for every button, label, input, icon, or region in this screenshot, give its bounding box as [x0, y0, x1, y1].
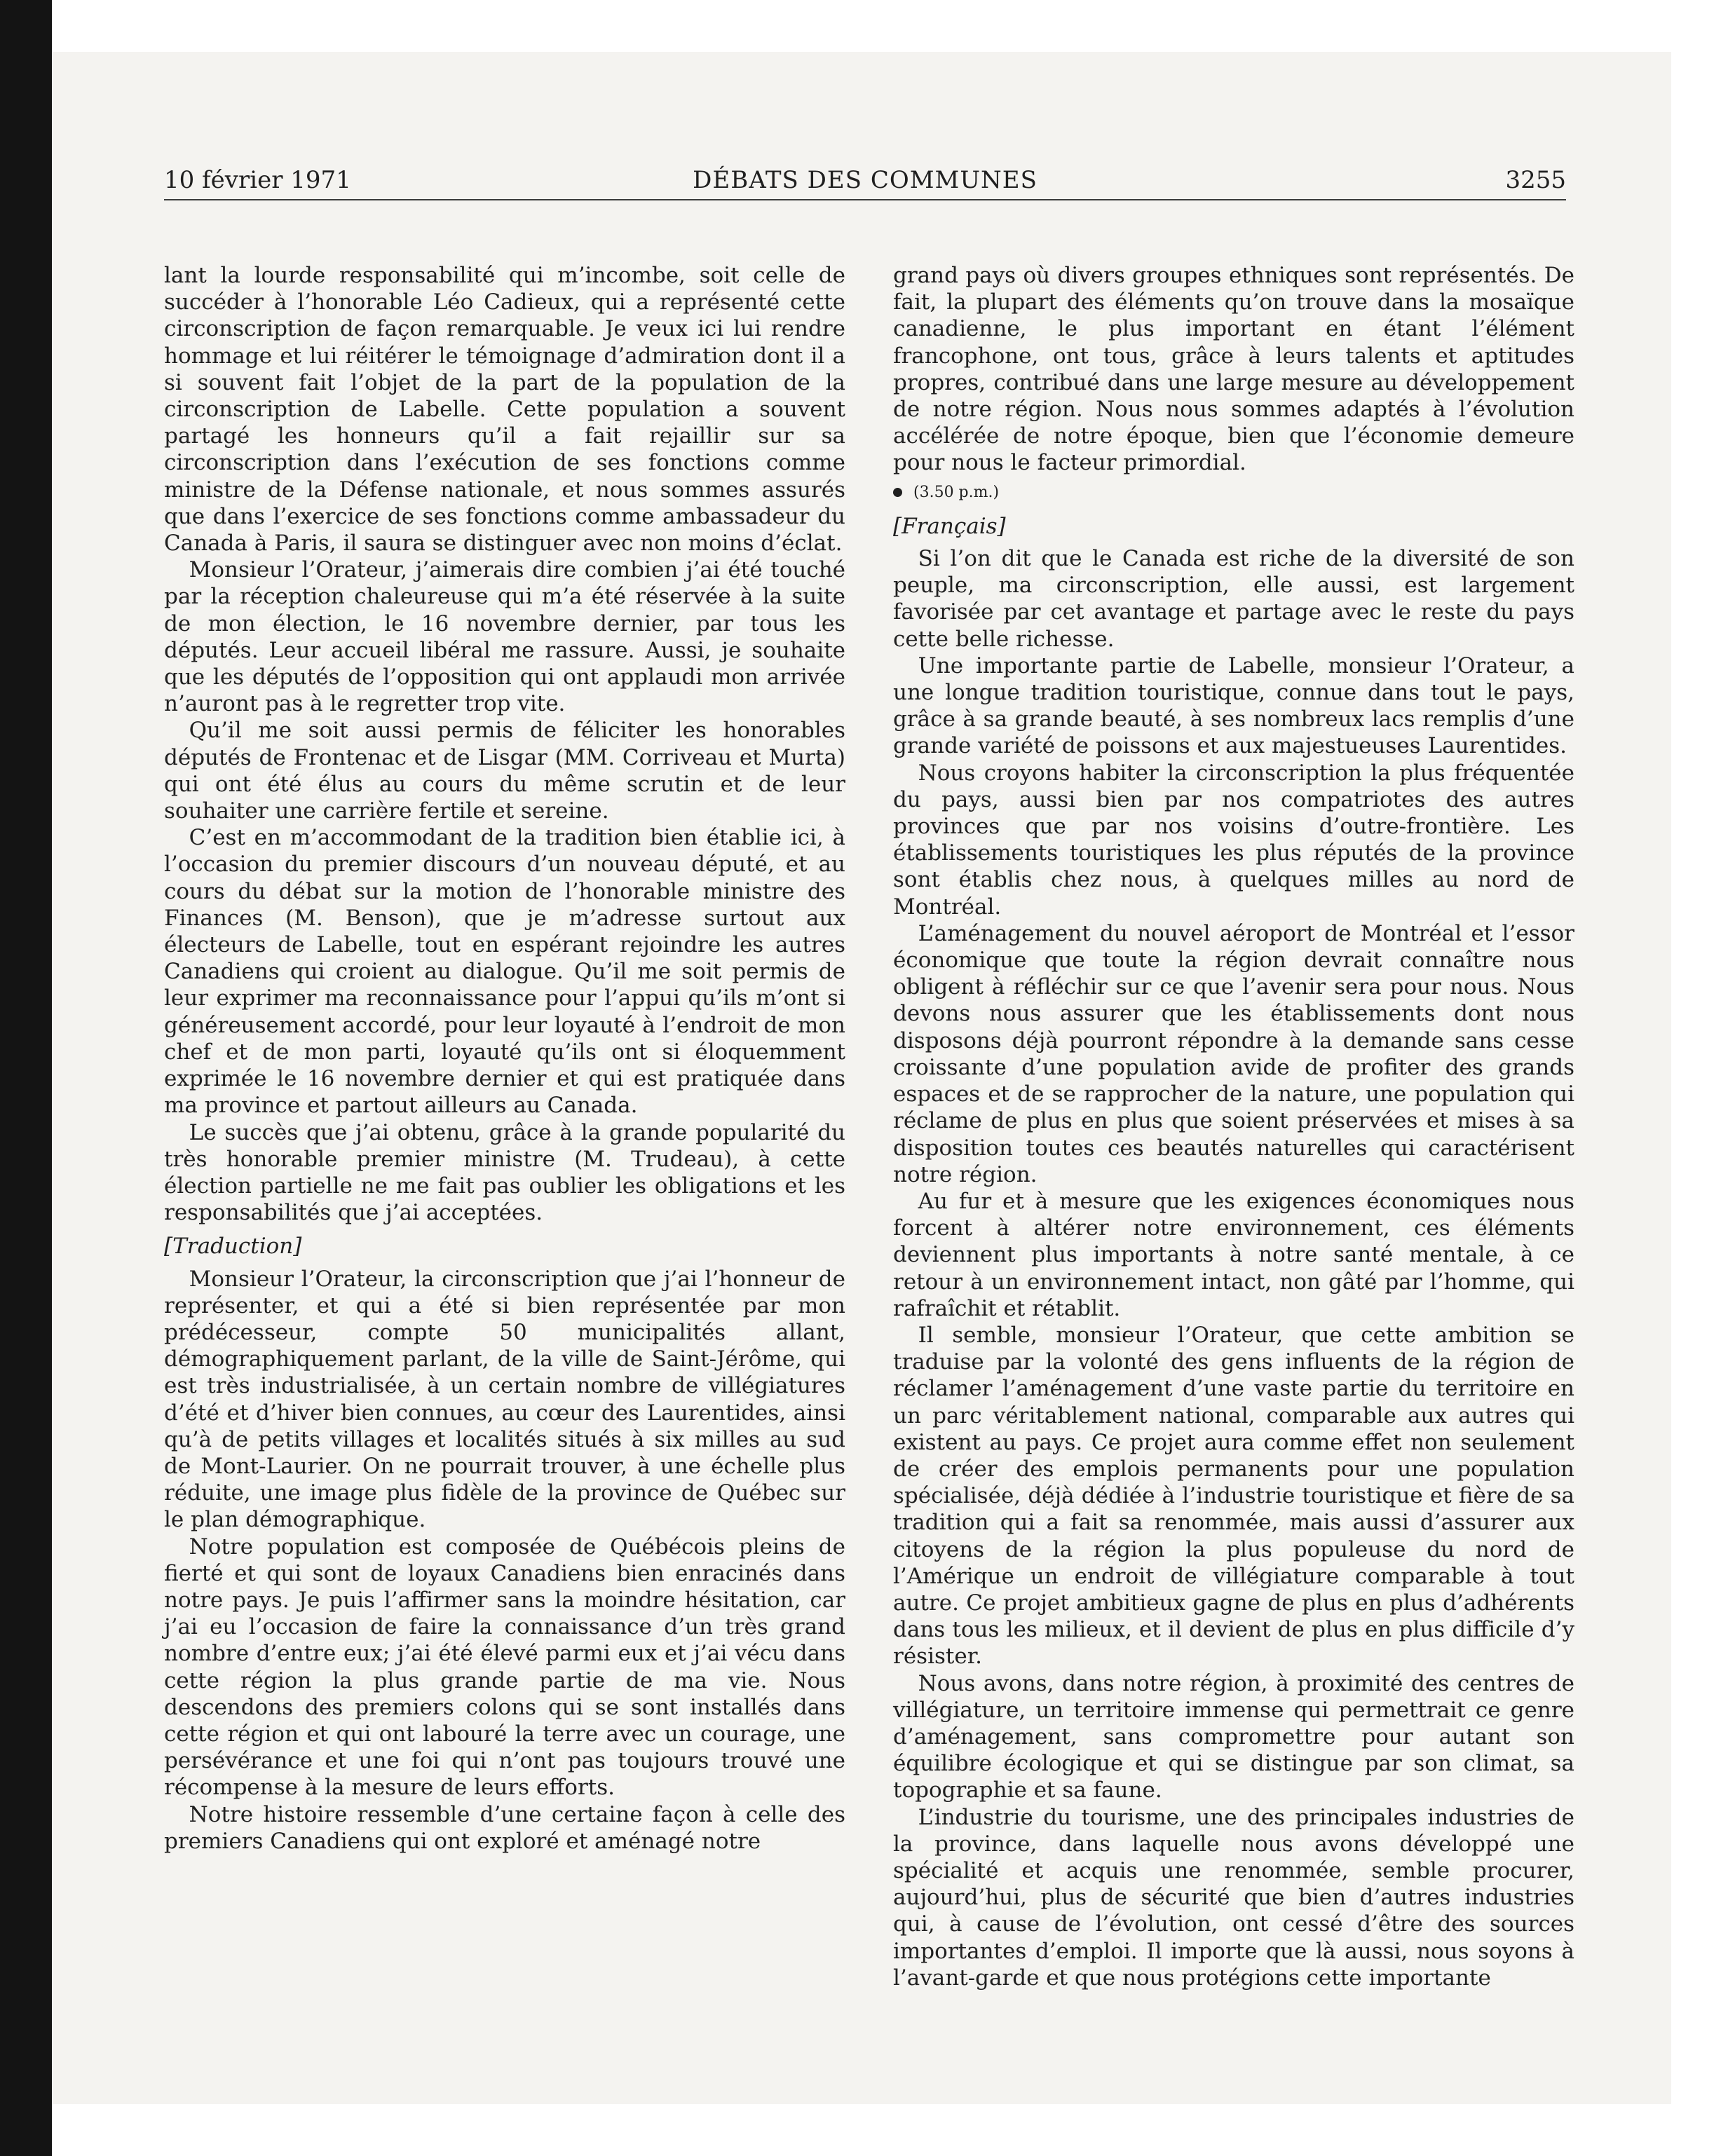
- paragraph: Il semble, monsieur l’Orateur, que cette ambition se traduise par la volonté des gens influents de la région de réclamer l’aménagement d’une vaste partie du territoire en un parc véritablement national, comparable aux autres qui existent au pays. Ce projet aura comme effet non seulement de créer des emplois permanents pour une population spécialisée, déjà dédiée à l’industrie touristique et fière de sa tradition qui a fait sa renommée, mais aussi d’assurer aux citoyens de la région la plus populeuse du nord de l’Amérique un endroit de villégiature comparable à tout autre. Ce projet ambitieux gagne de plus en plus d’adhérents dans tous les milieux, et il devient de plus en plus difficile d’y résister.: [893, 1322, 1574, 1670]
- left-column: [164, 262, 845, 1855]
- paragraph: Au fur et à mesure que les exigences économiques nous forcent à altérer notre environnement, ces éléments deviennent plus importants à notre santé mentale, à ce retour à un environnement intact, non gâté par l’homme, qui rafraîchit et rétablit.: [893, 1188, 1574, 1321]
- paragraph: grand pays où divers groupes ethniques sont représentés. De fait, la plupart des éléments qu’on trouve dans la mosaïque canadienne, le plus important en étant l’élément francophone, ont tous, grâce à leurs talents et aptitudes propres, contribué dans une large mesure au développement de notre région. Nous nous sommes adaptés à l’évolution accélérée de notre époque, bien que l’économie demeure pour nous le facteur primordial.: [893, 263, 1574, 476]
- right-column: [893, 262, 1574, 1991]
- paragraph: Si l’on dit que le Canada est riche de la diversité de son peuple, ma circonscription, elle aussi, est largement favorisée par cet avantage et partage avec le reste du pays cette belle richesse.: [893, 546, 1574, 652]
- paragraph: L’industrie du tourisme, une des principales industries de la province, dans laquelle nous avons développé une spécialité et acquis une renommée, semble procurer, aujourd’hui, plus de sécurité que bien d’autres industries qui, à cause de l’évolution, ont cessé d’être des sources importantes d’emploi. Il importe que là aussi, nous soyons à l’avant-garde et que nous protégions cette importante: [893, 1804, 1574, 1991]
- paragraph: Notre histoire ressemble d’une certaine façon à celle des premiers Canadiens qui ont exploré et aménagé notre: [164, 1801, 845, 1854]
- timestamp: (3.50 p.m.): [913, 483, 1000, 501]
- scan-border: [0, 0, 52, 2156]
- header-title: DÉBATS DES COMMUNES: [693, 166, 1037, 194]
- paragraph: L’aménagement du nouvel aéroport de Montréal et l’essor économique que toute la région devrait connaître nous obligent à réfléchir sur ce que l’avenir sera pour nous. Nous devons nous assurer que les établissements dont nous disposons déjà pourront répondre à la demande sans cesse croissante d’une population avide de profiter des grands espaces et de se rapprocher de la nature, une population qui réclame de plus en plus que soient préservées et mises à sa disposition toutes ces beautés naturelles qui caractérisent notre région.: [893, 920, 1574, 1187]
- timestamp-line: [893, 479, 1574, 506]
- language-tag: [Français]: [893, 513, 1006, 539]
- paragraph: Monsieur l’Orateur, j’aimerais dire combien j’ai été touché par la réception chaleureuse qui m’a été réservée à la suite de mon élection, le 16 novembre dernier, par tous les députés. Leur accueil libéral me rassure. Aussi, je souhaite que les députés de l’opposition qui ont applaudi mon arrivée n’auront pas à le regretter trop vite.: [164, 557, 845, 717]
- paragraph: Qu’il me soit aussi permis de féliciter les honorables députés de Frontenac et de Lisgar (MM. Corriveau et Murta) qui ont été élus au cours du même scrutin et de leur souhaiter une carrière fertile et sereine.: [164, 718, 845, 824]
- paragraph: Notre population est composée de Québécois pleins de fierté et qui sont de loyaux Canadiens bien enracinés dans notre pays. Je puis l’affirmer sans la moindre hésitation, car j’ai eu l’occasion de faire la connaissance d’un très grand nombre d’entre eux; j’ai été élevé parmi eux et j’ai vécu dans cette région la plus grande partie de ma vie. Nous descendons des premiers colons qui se sont installés dans cette région et qui ont labouré la terre avec un courage, une persévérance et une foi qui n’ont pas toujours trouvé une récompense à la mesure de leurs efforts.: [164, 1534, 845, 1801]
- paragraph: lant la lourde responsabilité qui m’incombe, soit celle de succéder à l’honorable Léo Cadieux, qui a représenté cette circonscription de façon remarquable. Je veux ici lui rendre hommage et lui réitérer le témoignage d’admiration dont il a si souvent fait l’objet de la part de la population de la circonscription de Labelle. Cette population a souvent partagé les honneurs qu’il a fait rejaillir sur sa circonscription dans l’exécution de ses fonctions comme ministre de la Défense nationale, et nous sommes assurés que dans l’exercice de ses fonctions comme ambassadeur du Canada à Paris, il saura se distinguer avec non moins d’éclat.: [164, 263, 845, 557]
- paragraph: Une importante partie de Labelle, monsieur l’Orateur, a une longue tradition touristique, connue dans tout le pays, grâce à sa grande beauté, à ses nombreux lacs remplis d’une grande variété de poissons et aux majestueuses Laurentides.: [893, 653, 1574, 759]
- bullet-icon: [893, 488, 902, 497]
- page-header: [164, 163, 1566, 200]
- language-tag: [Traduction]: [164, 1234, 302, 1260]
- page-number: 3255: [1505, 166, 1566, 194]
- paragraph: Nous croyons habiter la circonscription la plus fréquentée du pays, aussi bien par nos compatriotes des autres provinces que par nos voisins d’outre-frontière. Les établissements touristiques les plus réputés de la province sont établis chez nous, à quelques milles au nord de Montréal.: [893, 760, 1574, 920]
- paragraph: Le succès que j’ai obtenu, grâce à la grande popularité du très honorable premier ministre (M. Trudeau), à cette élection partielle ne me fait pas oublier les obligations et les responsabilités que j’ai acceptées.: [164, 1119, 845, 1226]
- paragraph: C’est en m’accommodant de la tradition bien établie ici, à l’occasion du premier discours d’un nouveau député, et au cours du débat sur la motion de l’honorable ministre des Finances (M. Benson), que je m’adresse surtout aux électeurs de Labelle, tout en espérant rejoindre les autres Canadiens qui croient au dialogue. Qu’il me soit permis de leur exprimer ma reconnaissance pour l’appui qu’ils m’ont si généreusement accordé, pour leur loyauté à l’endroit de mon chef et de mon parti, loyauté qu’ils ont si éloquemment exprimée le 16 novembre dernier et qui est pratiquée dans ma province et partout ailleurs au Canada.: [164, 825, 845, 1119]
- paragraph: Monsieur l’Orateur, la circonscription que j’ai l’honneur de représenter, et qui a été si bien représentée par mon prédécesseur, compte 50 municipalités allant, démographiquement parlant, de la ville de Saint-Jérôme, qui est très industrialisée, à un certain nombre de villégiatures d’été et d’hiver bien connues, au cœur des Laurentides, ainsi qu’à de petits villages et localités situés à six milles au sud de Mont-Laurier. On ne pourrait trouver, à une échelle plus réduite, une image plus fidèle de la province de Québec sur le plan démographique.: [164, 1266, 845, 1533]
- paragraph: Nous avons, dans notre région, à proximité des centres de villégiature, un territoire immense qui permettrait ce genre d’aménagement, sans compromettre pour autant son équilibre écologique et qui se distingue par son climat, sa topographie et sa faune.: [893, 1670, 1574, 1803]
- header-date: 10 février 1971: [164, 166, 351, 194]
- document-page: [52, 52, 1671, 2104]
